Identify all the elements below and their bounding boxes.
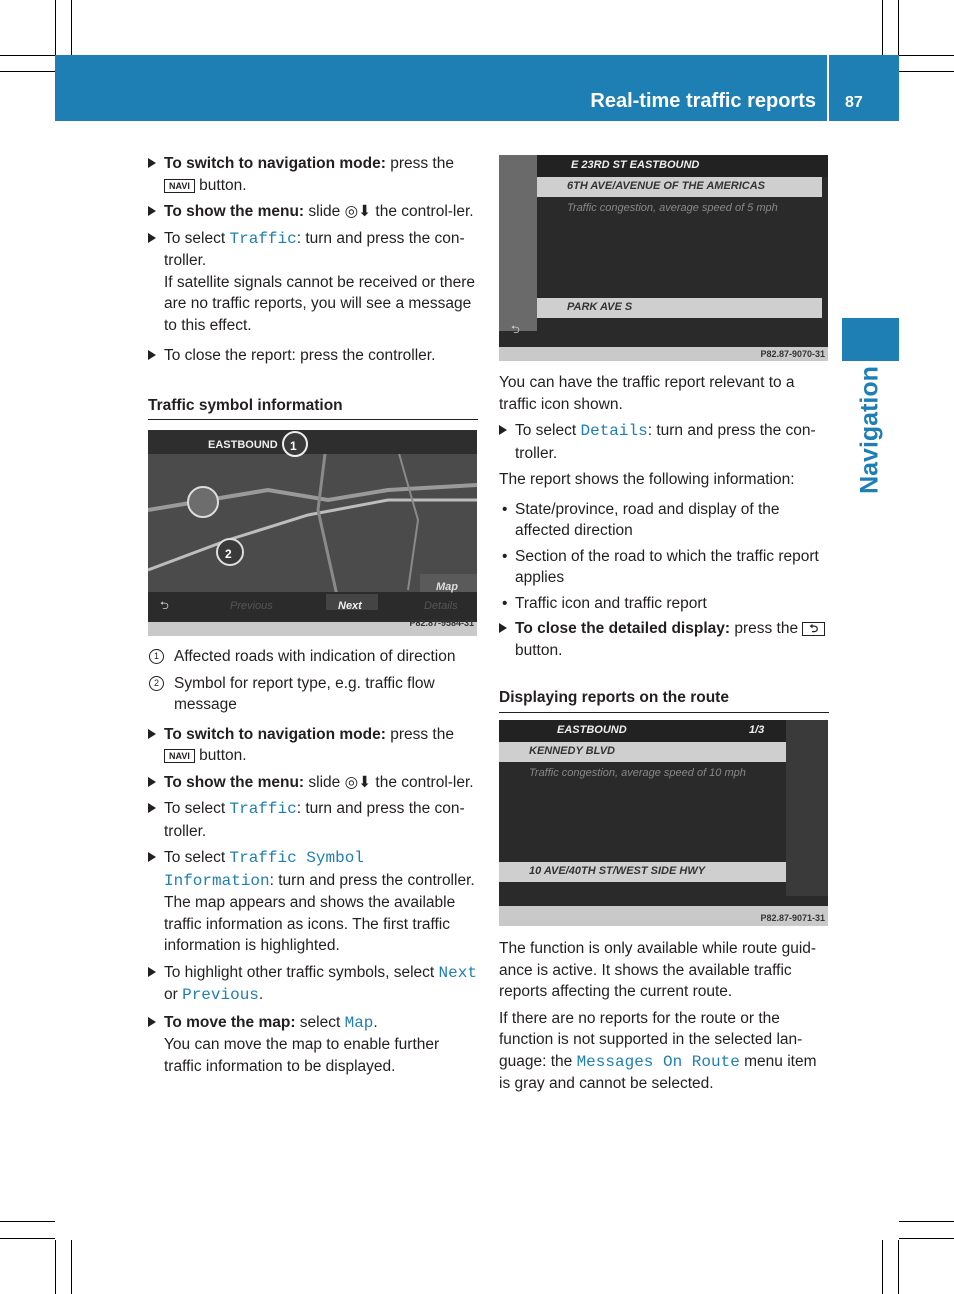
crop-mark	[0, 71, 55, 72]
report-road-label: E 23RD ST EASTBOUND	[571, 159, 700, 171]
legend-item: 1 Affected roads with indication of direction	[148, 646, 478, 668]
right-column-bottom	[499, 938, 829, 1100]
details-button[interactable]: Details	[424, 600, 458, 612]
arrow-icon	[499, 623, 507, 633]
step: To select Traffic: turn and press the con-troller. If satellite signals cannot be received or there are no traffic reports, you will see a message to this effect.	[148, 228, 478, 337]
crop-mark	[899, 71, 954, 72]
arrow-icon	[148, 206, 156, 216]
right-column	[499, 372, 829, 723]
crop-mark	[55, 1240, 56, 1294]
route-report-screenshot	[499, 720, 828, 926]
crop-mark	[898, 1240, 899, 1294]
callout-1-icon: 1	[290, 439, 297, 453]
legend-number-icon: 1	[149, 649, 164, 664]
step: To move the map: select Map. You can move the map to enable further traffic information to be displayed.	[148, 1012, 478, 1078]
report-direction-label: EASTBOUND	[557, 724, 627, 736]
crop-mark	[882, 0, 883, 55]
back-icon[interactable]: ⮌	[160, 600, 169, 612]
bullet-item: • State/province, road and display of the affected direction	[499, 499, 829, 542]
arrow-icon	[148, 852, 156, 862]
crop-mark	[71, 1240, 72, 1294]
legend-item: 2 Symbol for report type, e.g. traffic flow message	[148, 673, 478, 716]
step: To show the menu: slide ◎⬇ the control-ler.	[148, 772, 478, 794]
report-counter: 1/3	[749, 724, 765, 736]
figure-caption: P82.87-9071-31	[760, 913, 825, 923]
report-section-start: 6TH AVE/AVENUE OF THE AMERICAS	[567, 180, 766, 192]
report-message: Traffic congestion, average speed of 10 mph	[529, 767, 746, 779]
paragraph: You can have the traffic report relevant to a traffic icon shown.	[499, 374, 795, 413]
step: To switch to navigation mode: press the NAVI button.	[148, 724, 478, 767]
callout-2-icon: 2	[225, 547, 232, 561]
paragraph: The function is only available while route guid-ance is active. It shows the available traffic reports affecting the current route.	[499, 940, 817, 1000]
step: To close the detailed display: press the ⮌ button.	[499, 618, 829, 661]
figure-caption: P82.87-9070-31	[760, 349, 825, 359]
arrow-icon	[148, 967, 156, 977]
arrow-icon	[148, 1017, 156, 1027]
arrow-icon	[148, 777, 156, 787]
crop-mark	[55, 0, 56, 55]
navi-key-icon: NAVI	[164, 749, 195, 763]
bullet-item: • Section of the road to which the traffic report applies	[499, 546, 829, 589]
side-tab-label: Navigation	[855, 366, 884, 494]
side-tab	[842, 318, 899, 361]
previous-button[interactable]: Previous	[230, 600, 273, 612]
crop-mark	[0, 1221, 55, 1222]
next-button[interactable]: Next	[338, 600, 362, 612]
page-header	[55, 55, 899, 121]
figure-caption: P82.87-9584-31	[409, 617, 474, 628]
crop-mark	[899, 55, 954, 56]
report-message: Traffic congestion, average speed of 5 mph	[567, 202, 778, 214]
traffic-report-screenshot	[499, 155, 828, 361]
header-title: Real-time traffic reports	[590, 90, 816, 112]
arrow-icon	[148, 803, 156, 813]
report-section-end: PARK AVE S	[567, 301, 633, 313]
step: To highlight other traffic symbols, select Next or Previous.	[148, 962, 478, 1007]
traffic-map-screenshot	[148, 430, 477, 636]
map-button[interactable]: Map	[436, 581, 458, 593]
page-number: 87	[845, 94, 863, 111]
step: To select Traffic: turn and press the con-troller.	[148, 798, 478, 842]
crop-mark	[0, 1238, 55, 1239]
report-section-end: 10 AVE/40TH ST/WEST SIDE HWY	[529, 865, 706, 877]
paragraph: If there are no reports for the route or the function is not supported in the selected lan-guage: the Messages On Route menu item is gray and cannot be selected.	[499, 1009, 817, 1092]
step: To select Details: turn and press the con-troller.	[499, 420, 829, 464]
crop-mark	[899, 1221, 954, 1222]
navi-key-icon: NAVI	[164, 179, 195, 193]
legend-number-icon: 2	[149, 676, 164, 691]
arrow-icon	[148, 729, 156, 739]
arrow-icon	[148, 233, 156, 243]
arrow-icon	[499, 425, 507, 435]
bullet-item: • Traffic icon and traffic report	[499, 593, 829, 615]
paragraph: The report shows the following information:	[499, 471, 795, 488]
section-heading: Displaying reports on the route	[499, 687, 829, 713]
back-key-icon: ⮌	[802, 622, 825, 636]
section-heading: Traffic symbol information	[148, 395, 478, 421]
step: To close the report: press the controller.	[148, 345, 478, 367]
back-icon[interactable]: ⮌	[511, 324, 520, 336]
crop-mark	[71, 0, 72, 55]
header-divider	[827, 55, 829, 121]
step: To show the menu: slide ◎⬇ the control-ler.	[148, 201, 478, 223]
crop-mark	[882, 1240, 883, 1294]
map-direction-label: EASTBOUND	[208, 439, 278, 451]
arrow-icon	[148, 350, 156, 360]
arrow-icon	[148, 158, 156, 168]
crop-mark	[0, 55, 55, 56]
crop-mark	[899, 1238, 954, 1239]
step: To switch to navigation mode: press the NAVI button.	[148, 153, 478, 196]
crop-mark	[898, 0, 899, 55]
left-column	[148, 153, 478, 1082]
report-section-start: KENNEDY BLVD	[529, 745, 615, 757]
step: To select Traffic Symbol Information: turn and press the controller. The map appears and shows the available traffic information as icons. The first traffic information is highlighted.	[148, 847, 478, 957]
